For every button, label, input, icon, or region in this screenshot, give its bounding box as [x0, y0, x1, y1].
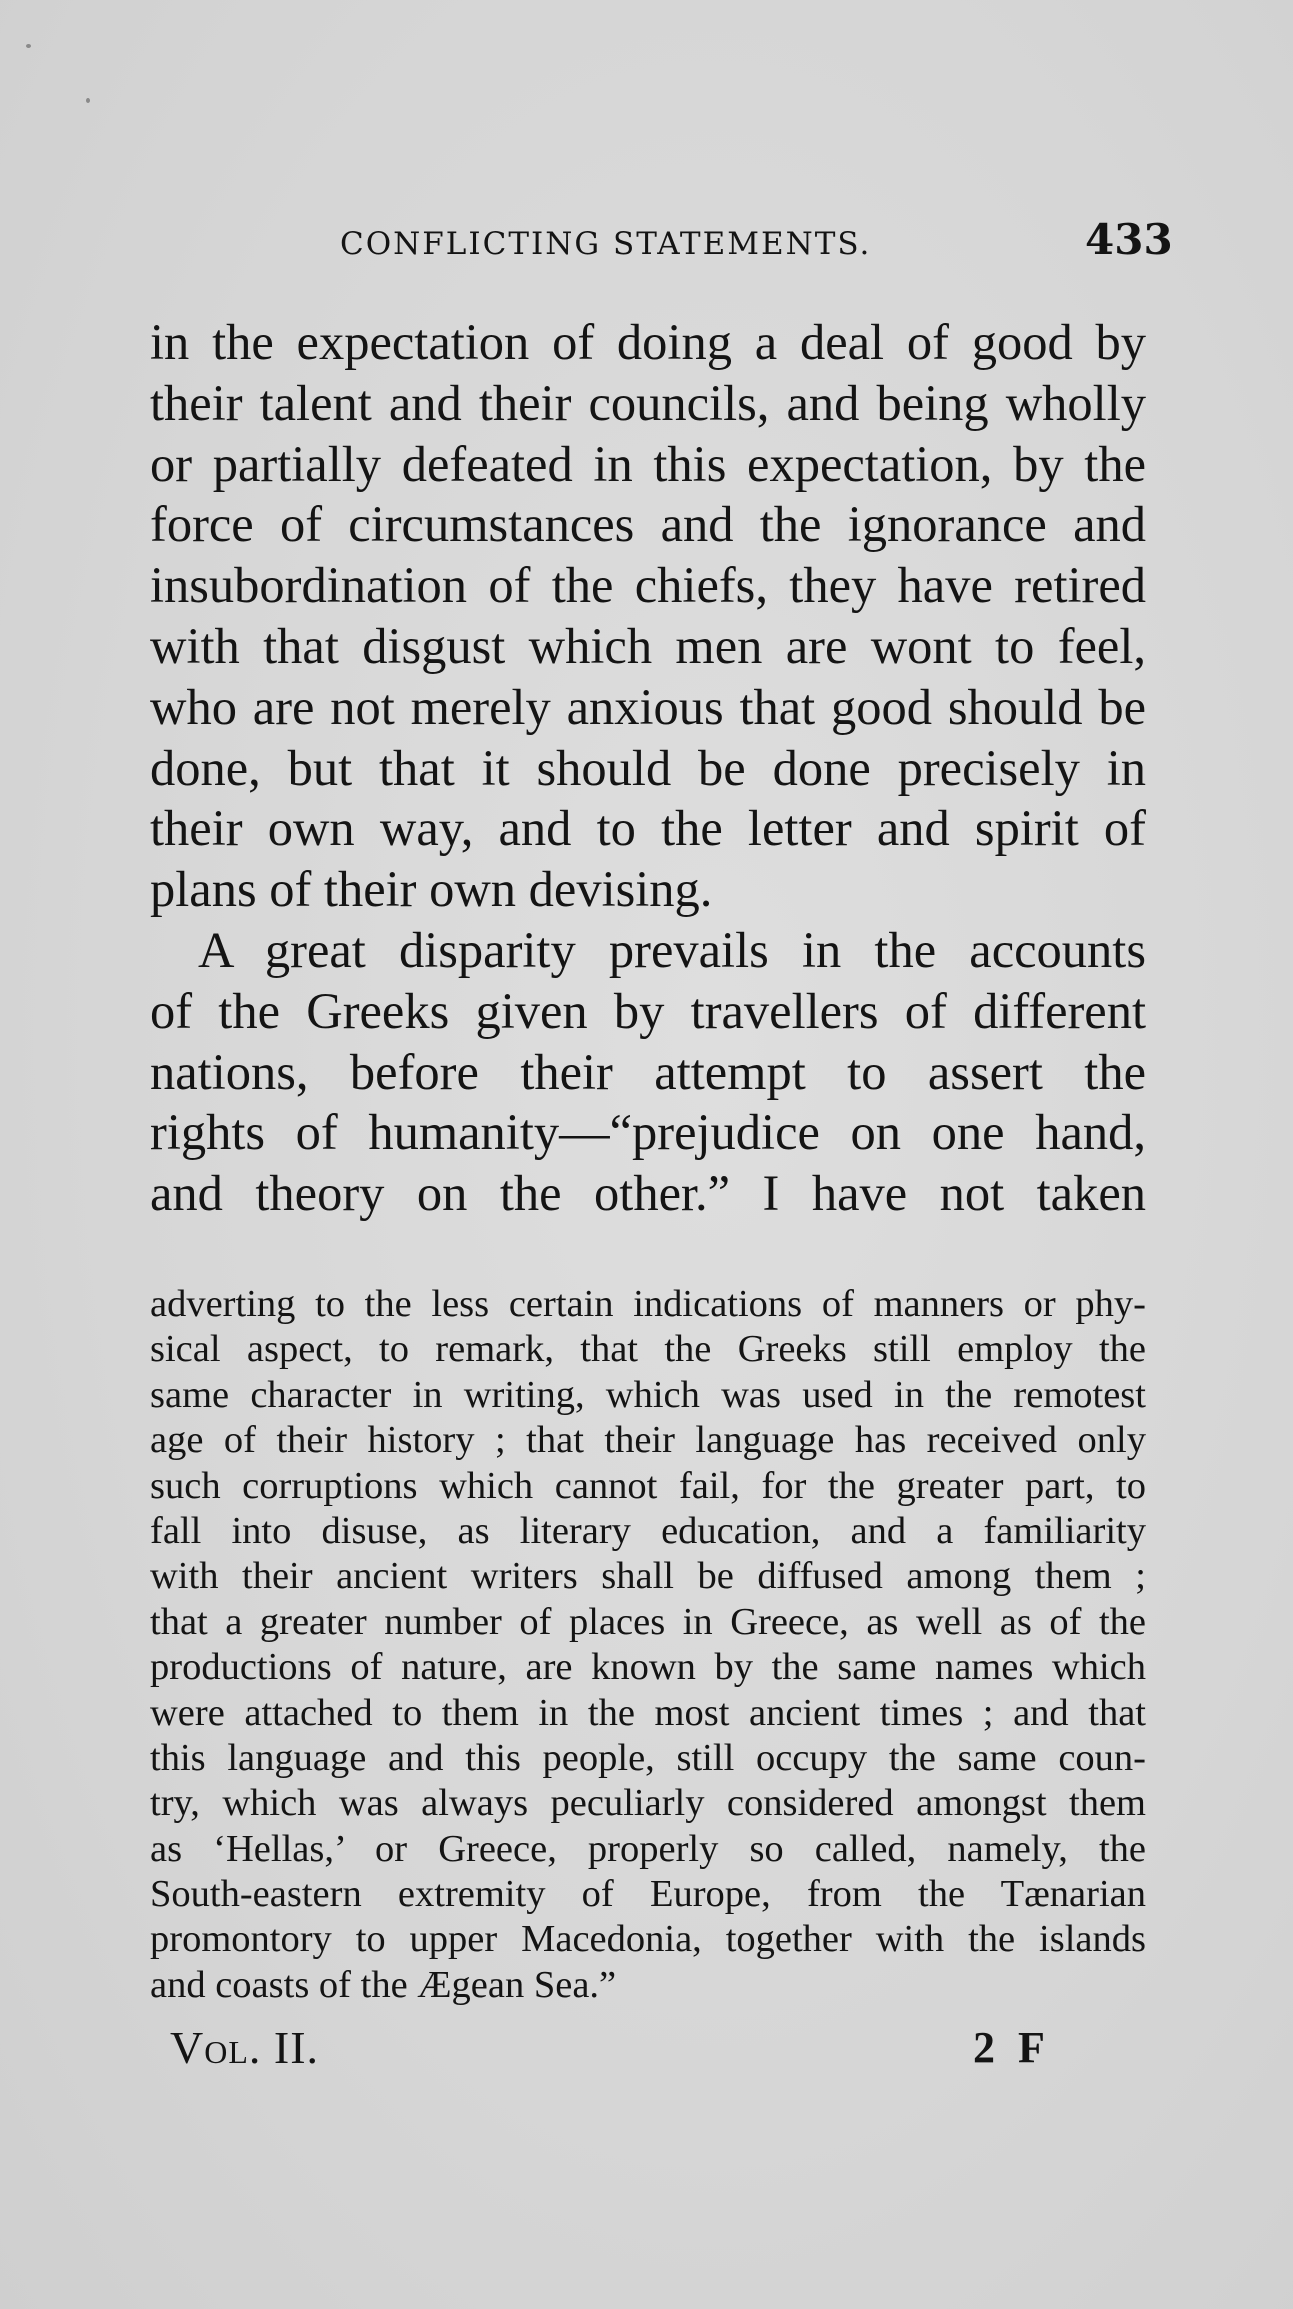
- footnote-line: were attached to them in the most ancient times ; and that: [150, 1691, 1146, 1734]
- footnote: [150, 1282, 1146, 2008]
- footnote-line: productions of nature, are known by the same names which: [150, 1646, 1146, 1689]
- running-title: CONFLICTING STATEMENTS.: [340, 226, 872, 262]
- footnote-line: promontory to upper Macedonia, together with the islands: [150, 1918, 1146, 1961]
- body-line: of the Greeks given by travellers of different: [150, 982, 1146, 1039]
- volume-label: Vol. II.: [170, 2022, 320, 2073]
- body-line: with that disgust which men are wont to feel,: [150, 617, 1146, 674]
- footnote-line: same character in writing, which was used in the remotest: [150, 1373, 1146, 1416]
- body-line: who are not merely anxious that good should be: [150, 678, 1146, 735]
- paper-speck: [86, 98, 90, 103]
- footnote-line: try, which was always peculiarly considered amongst them: [150, 1782, 1146, 1825]
- paper-speck: [26, 44, 31, 48]
- body-line: insubordination of the chiefs, they have retired: [150, 557, 1146, 614]
- body-line: or partially defeated in this expectation, by the: [150, 435, 1146, 492]
- page-number: 433: [1085, 215, 1173, 264]
- footnote-line: that a greater number of places in Greece, as well as of the: [150, 1600, 1146, 1643]
- footnote-line: and coasts of the Ægean Sea.”: [150, 1963, 617, 2006]
- body-line-paragraph-start: A great disparity prevails in the accounts: [198, 921, 1146, 978]
- body-line: their talent and their councils, and being wholly: [150, 374, 1146, 431]
- footnote-line: fall into disuse, as literary education, and a familiarity: [150, 1509, 1146, 1552]
- body-line: force of circumstances and the ignorance and: [150, 496, 1146, 553]
- body-line: plans of their own devising.: [150, 861, 713, 918]
- signature-mark: 2 F: [973, 2023, 1051, 2072]
- footnote-line: South-eastern extremity of Europe, from the Tænarian: [150, 1873, 1146, 1916]
- body-line: and theory on the other.” I have not taken: [150, 1165, 1146, 1222]
- footnote-line: with their ancient writers shall be diffused among them ;: [150, 1555, 1146, 1598]
- footnote-line: as ‘Hellas,’ or Greece, properly so called, namely, the: [150, 1827, 1146, 1870]
- body-text: [150, 312, 1146, 1224]
- page-footer: [0, 2018, 1293, 2078]
- body-line: nations, before their attempt to assert the: [150, 1043, 1146, 1100]
- body-line: rights of humanity—“prejudice on one hand,: [150, 1104, 1146, 1161]
- footnote-line: age of their history ; that their language has received only: [150, 1419, 1146, 1462]
- footnote-line: sical aspect, to remark, that the Greeks still employ the: [150, 1328, 1146, 1371]
- footnote-line: such corruptions which cannot fail, for the greater part, to: [150, 1464, 1146, 1507]
- body-line: in the expectation of doing a deal of good by: [150, 314, 1146, 370]
- page-header: [0, 214, 1293, 274]
- footnote-line: this language and this people, still occupy the same coun-: [150, 1736, 1146, 1779]
- footnote-line: adverting to the less certain indications of manners or phy-: [150, 1283, 1146, 1325]
- body-line: their own way, and to the letter and spirit of: [150, 800, 1146, 857]
- body-line: done, but that it should be done precisely in: [150, 739, 1146, 796]
